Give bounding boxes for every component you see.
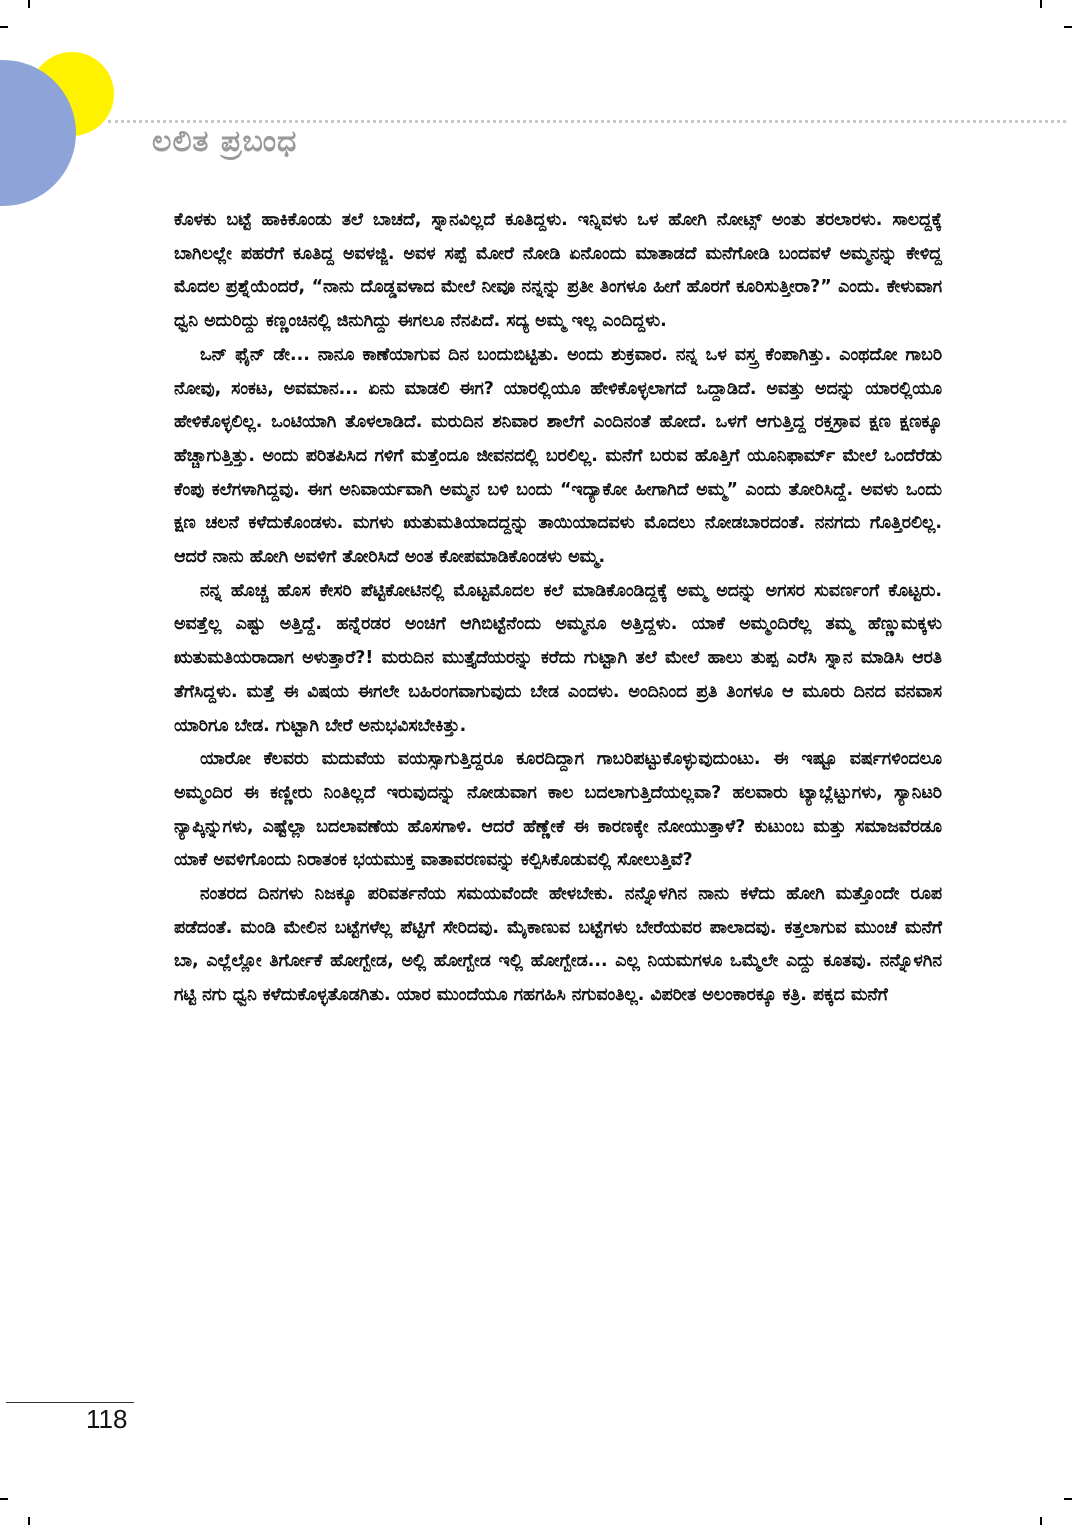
crop-mark-bottom-right [1040, 1517, 1042, 1525]
paragraph-4: ಯಾರೋ ಕೆಲವರು ಮದುವೆಯ ವಯಸ್ಸಾಗುತ್ತಿದ್ದರೂ ಕೂರದಿದ್ದಾಗ ಗಾಬರಿಪಟ್ಟುಕೊಳ್ಳುವುದುಂಟು. ಈ ಇಷ್ಟೂ ವರ್ಷಗಳಿಂದಲೂ ಅಮ್ಮಂದಿರ ಈ ಕಣ್ಣೀರು ನಿಂತಿಲ್ಲದೆ ಇರುವುದನ್ನು ನೋಡುವಾಗ ಕಾಲ ಬದಲಾಗುತ್ತಿದೆಯಲ್ಲವಾ? ಹಲವಾರು ಟ್ಯಾಬ್ಲೆಟ್ಟುಗಳು, ಸ್ಯಾನಿಟರಿ ನ್ಯಾಪ್ಕಿನ್ನುಗಳು, ಎಷ್ಟೆಲ್ಲಾ ಬದಲಾವಣೆಯ ಹೊಸಗಾಳಿ. ಆದರೆ ಹೆಣ್ಣೇಕೆ ಈ ಕಾರಣಕ್ಕೇ ನೋಯುತ್ತಾಳೆ? ಕುಟುಂಬ ಮತ್ತು ಸಮಾಜವೆರಡೂ ಯಾಕೆ ಅವಳಿಗೊಂದು ನಿರಾತಂಕ ಭಯಮುಕ್ತ ವಾತಾವರಣವನ್ನು ಕಲ್ಪಿಸಿಕೊಡುವಲ್ಲಿ ಸೋಲುತ್ತಿವೆ? [174, 749, 942, 871]
article-body [174, 204, 942, 1013]
crop-mark-bottom-left [28, 1517, 30, 1525]
crop-mark-top-right [1040, 0, 1042, 8]
section-title: ಲಲಿತ ಪ್ರಬಂಧ [152, 124, 298, 159]
crop-mark-right-upper [1064, 26, 1072, 28]
paragraph-5: ನಂತರದ ದಿನಗಳು ನಿಜಕ್ಕೂ ಪರಿವರ್ತನೆಯ ಸಮಯವೆಂದೇ ಹೇಳಬೇಕು. ನನ್ನೊಳಗಿನ ನಾನು ಕಳೆದು ಹೋಗಿ ಮತ್ತೊಂದೇ ರೂಪ ಪಡೆದಂತೆ. ಮಂಡಿ ಮೇಲಿನ ಬಟ್ಟೆಗಳೆಲ್ಲ ಪೆಟ್ಟಿಗೆ ಸೇರಿದವು. ಮೈಕಾಣುವ ಬಟ್ಟೆಗಳು ಬೇರೆಯವರ ಪಾಲಾದವು. ಕತ್ತಲಾಗುವ ಮುಂಚೆ ಮನೆಗೆ ಬಾ, ಎಲ್ಲೆಲ್ಲೋ ತಿರ್ಗೋಕೆ ಹೋಗ್ಬೇಡ, ಅಲ್ಲಿ ಹೋಗ್ಬೇಡ ಇಲ್ಲಿ ಹೋಗ್ಬೇಡ... ಎಲ್ಲ ನಿಯಮಗಳೂ ಒಮ್ಮೆಲೇ ಎದ್ದು ಕೂತವು. ನನ್ನೊಳಗಿನ ಗಟ್ಟಿ ನಗು ಧ್ವನಿ ಕಳೆದುಕೊಳ್ಳತೊಡಗಿತು. ಯಾರ ಮುಂದೆಯೂ ಗಹಗಹಿಸಿ ನಗುವಂತಿಲ್ಲ. ವಿಪರೀತ ಅಲಂಕಾರಕ್ಕೂ ಕತ್ರಿ. ಪಕ್ಕದ ಮನೆಗೆ [174, 884, 942, 1006]
crop-mark-top-left [28, 0, 30, 8]
header-dotted-rule [108, 120, 1066, 123]
crop-mark-left-upper [0, 26, 8, 28]
paragraph-3: ನನ್ನ ಹೊಚ್ಚ ಹೊಸ ಕೇಸರಿ ಪೆಟ್ಟಿಕೋಟಿನಲ್ಲಿ ಮೊಟ್ಟಮೊದಲ ಕಲೆ ಮಾಡಿಕೊಂಡಿದ್ದಕ್ಕೆ ಅಮ್ಮ ಅದನ್ನು ಅಗಸರ ಸುವರ್ಣಂಗೆ ಕೊಟ್ಟರು. ಅವತ್ತೆಲ್ಲ ಎಷ್ಟು ಅತ್ತಿದ್ದೆ. ಹನ್ನೆರಡರ ಅಂಚಿಗೆ ಆಗಿಬಿಟ್ಟೆನೆಂದು ಅಮ್ಮನೂ ಅತ್ತಿದ್ದಳು. ಯಾಕೆ ಅಮ್ಮಂದಿರೆಲ್ಲ ತಮ್ಮ ಹೆಣ್ಣುಮಕ್ಕಳು ಋತುಮತಿಯರಾದಾಗ ಅಳುತ್ತಾರೆ?! ಮರುದಿನ ಮುತ್ತೈದೆಯರನ್ನು ಕರೆದು ಗುಟ್ಟಾಗಿ ತಲೆ ಮೇಲೆ ಹಾಲು ತುಪ್ಪ ಎರೆಸಿ ಸ್ನಾನ ಮಾಡಿಸಿ ಆರತಿ ತೆಗೆಸಿದ್ದಳು. ಮತ್ತೆ ಈ ವಿಷಯ ಈಗಲೇ ಬಹಿರಂಗವಾಗುವುದು ಬೇಡ ಎಂದಳು. ಅಂದಿನಿಂದ ಪ್ರತಿ ತಿಂಗಳೂ ಆ ಮೂರು ದಿನದ ವನವಾಸ ಯಾರಿಗೂ ಬೇಡ. ಗುಟ್ಟಾಗಿ ಬೇರೆ ಅನುಭವಿಸಬೇಕಿತ್ತು. [174, 580, 942, 736]
paragraph-1: ಕೊಳಕು ಬಟ್ಟೆ ಹಾಕಿಕೊಂಡು ತಲೆ ಬಾಚದೆ, ಸ್ನಾನವಿಲ್ಲದೆ ಕೂತಿದ್ದಳು. ಇನ್ನಿವಳು ಒಳ ಹೋಗಿ ನೋಟ್ಸ್ ಅಂತು ತರಲಾರಳು. ಸಾಲದ್ದಕ್ಕೆ ಬಾಗಿಲಲ್ಲೇ ಪಹರೆಗೆ ಕೂತಿದ್ದ ಅವಳಜ್ಜಿ. ಅವಳ ಸಪ್ಪೆ ಮೋರೆ ನೋಡಿ ಏನೊಂದು ಮಾತಾಡದೆ ಮನೆಗೋಡಿ ಬಂದವಳೆ ಅಮ್ಮನನ್ನು ಕೇಳಿದ್ದ ಮೊದಲ ಪ್ರಶ್ನೆಯೆಂದರೆ, “ನಾನು ದೊಡ್ಡವಳಾದ ಮೇಲೆ ನೀವೂ ನನ್ನನ್ನು ಪ್ರತೀ ತಿಂಗಳೂ ಹೀಗೆ ಹೊರಗೆ ಕೂರಿಸುತ್ತೀರಾ?” ಎಂದು. ಕೇಳುವಾಗ ಧ್ವನಿ ಅದುರಿದ್ದು ಕಣ್ಣಂಚಿನಲ್ಲಿ ಜಿನುಗಿದ್ದು ಈಗಲೂ ನೆನಪಿದೆ. ಸದ್ಯ ಅಮ್ಮ ಇಲ್ಲ ಎಂದಿದ್ದಳು. [174, 210, 942, 332]
crop-mark-left-lower [0, 1498, 8, 1500]
page-number: 118 [86, 1404, 128, 1434]
footer-rule [6, 1402, 134, 1403]
paragraph-2: ಒನ್ ಫೈನ್ ಡೇ... ನಾನೂ ಕಾಣೆಯಾಗುವ ದಿನ ಬಂದುಬಿಟ್ಟಿತು. ಅಂದು ಶುಕ್ರವಾರ. ನನ್ನ ಒಳ ವಸ್ತ್ರ ಕೆಂಪಾಗಿತ್ತು. ಎಂಥದೋ ಗಾಬರಿ ನೋವು, ಸಂಕಟ, ಅವಮಾನ... ಏನು ಮಾಡಲಿ ಈಗ? ಯಾರಲ್ಲಿಯೂ ಹೇಳಿಕೊಳ್ಳಲಾಗದೆ ಒದ್ದಾಡಿದೆ. ಅವತ್ತು ಅದನ್ನು ಯಾರಲ್ಲಿಯೂ ಹೇಳಿಕೊಳ್ಳಲಿಲ್ಲ. ಒಂಟಿಯಾಗಿ ತೊಳಲಾಡಿದೆ. ಮರುದಿನ ಶನಿವಾರ ಶಾಲೆಗೆ ಎಂದಿನಂತೆ ಹೋದೆ. ಒಳಗೆ ಆಗುತ್ತಿದ್ದ ರಕ್ತಸ್ರಾವ ಕ್ಷಣ ಕ್ಷಣಕ್ಕೂ ಹೆಚ್ಚಾಗುತ್ತಿತ್ತು. ಅಂದು ಪರಿತಪಿಸಿದ ಗಳಿಗೆ ಮತ್ತೆಂದೂ ಜೀವನದಲ್ಲಿ ಬರಲಿಲ್ಲ. ಮನೆಗೆ ಬರುವ ಹೊತ್ತಿಗೆ ಯೂನಿಫಾರ್ಮ್ ಮೇಲೆ ಒಂದೆರೆಡು ಕೆಂಪು ಕಲೆಗಳಾಗಿದ್ದವು. ಈಗ ಅನಿವಾರ್ಯವಾಗಿ ಅಮ್ಮನ ಬಳಿ ಬಂದು “ಇದ್ಯಾಕೋ ಹೀಗಾಗಿದೆ ಅಮ್ಮ” ಎಂದು ತೋರಿಸಿದ್ದೆ. ಅವಳು ಒಂದು ಕ್ಷಣ ಚಲನೆ ಕಳೆದುಕೊಂಡಳು. ಮಗಳು ಋತುಮತಿಯಾದದ್ದನ್ನು ತಾಯಿಯಾದವಳು ಮೊದಲು ನೋಡಬಾರದಂತೆ. ನನಗದು ಗೊತ್ತಿರಲಿಲ್ಲ. ಆದರೆ ನಾನು ಹೋಗಿ ಅವಳಿಗೆ ತೋರಿಸಿದೆ ಅಂತ ಕೋಪಮಾಡಿಕೊಂಡಳು ಅಮ್ಮ. [174, 344, 942, 568]
crop-mark-right-lower [1064, 1498, 1072, 1500]
